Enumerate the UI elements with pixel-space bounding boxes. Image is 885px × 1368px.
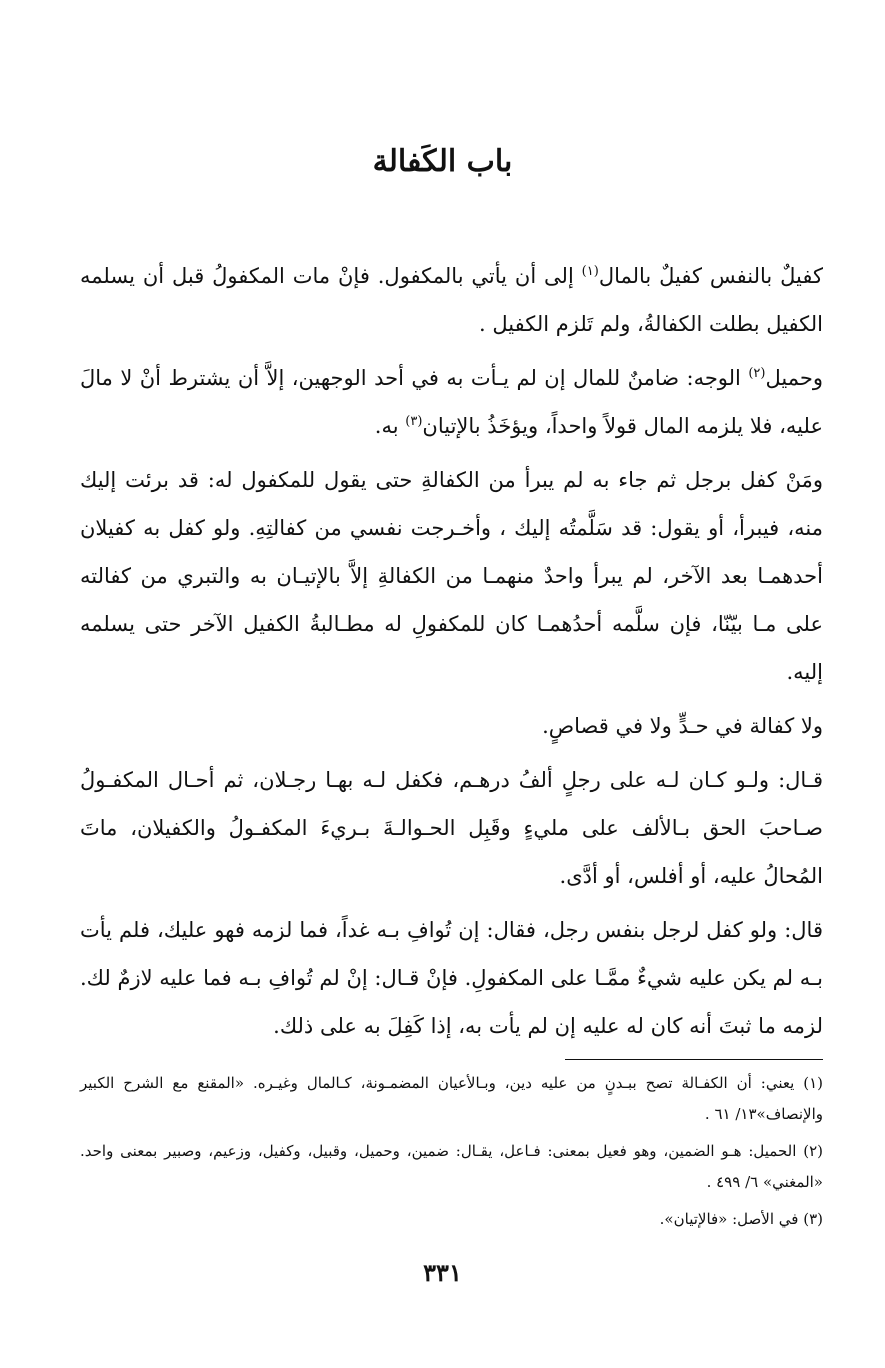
paragraph-4 [80,702,823,750]
page-number: ٣٣١ [423,1258,462,1287]
footnote-ref-1: (١) [581,264,599,279]
paragraph-1 [80,252,823,348]
paragraph-1-text-a: كفيلٌ بالنفس كفيلٌ بالمال [598,264,824,288]
footnotes [80,1068,823,1241]
paragraph-6 [80,906,823,1050]
paragraph-2-text-b: الوجه: ضامنٌ للمال إن لم يـأت به في أحد الوجهين، إلاَّ أن يشترط أنْ لا مالَ عليه، فلا يلزمه المال قولاً واحداً، ويؤخَذُ بالإتيان [80,366,823,438]
chapter-title: باب الكَفالة [372,144,513,179]
footnote-ref-2: (٢) [748,366,766,381]
paragraph-2-text-c: به. [374,414,406,438]
paragraph-4-text: ولا كفالة في حـدٍّ ولا في قصاصٍ. [542,714,823,738]
paragraph-2-text-a: وحميل [765,366,823,390]
main-text [80,252,823,1056]
footnote-separator [565,1059,823,1060]
paragraph-3-text: ومَنْ كفل برجل ثم جاء به لم يبرأ من الكفالةِ حتى يقول للمكفول له: قد برئت إليك منه، فيبرأ، أو يقول: قد سَلَّمتُه إليك ، وأخـرجت نفسي من كفالتِهِ. ولو كفل به كفيلان أحدهمـا بعد الآخر، لم يبرأ واحدٌ منهمـا من الكفالةِ إلاَّ بالإتيـان به والتبري من كفالته على مـا بيّنّا، فإن سلَّمه أحدُهمـا كان للمكفولِ له مطـالبةُ الكفيل الآخر حتى يسلمه إليه. [80,468,823,684]
paragraph-6-text: قال: ولو كفل لرجل بنفس رجل، فقال: إن تُوافِ بـه غداً، فما لزمه فهو عليك، فلم يأت بـه لم يكن عليه شيءٌ ممَّـا على المكفولِ. فإنْ قـال: إنْ لم تُوافِ بـه فما عليه لازمٌ لك. لزمه ما ثبتَ أنه كان له عليه إن لم يأت به، إذا كَفِلَ به على ذلك. [80,918,823,1038]
paragraph-1-text-b: إلى أن يأتي بالمكفول. فإنْ مات المكفولُ قبل أن يسلمه الكفيل بطلت الكفالةُ، ولم تَلزم الكفيل . [80,264,823,336]
paragraph-3 [80,456,823,696]
paragraph-5-text: قـال: ولـو كـان لـه على رجلٍ ألفُ درهـم، فكفل لـه بهـا رجـلان، ثم أحـال المكفـولُ صـاحبَ الحق بـالألف على مليءٍ وقَبِل الحـوالـةَ بـريءَ المكفـولُ والكفيلان، ماتَ المُحالُ عليه، أو أفلس، أو أدَّى. [80,768,823,888]
footnote-3: (٣) في الأصل: «فالإتيان». [659,1210,823,1228]
footnote-ref-3: (٣) [405,414,423,429]
footnote-1: (١) يعني: أن الكفـالة تصح ببـدنٍ من عليه دين، وبـالأعيان المضمـونة، كـالمال وغيـره. «المقنع مع الشرح الكبير والإنصاف»١٣/ ٦١ . [80,1074,823,1123]
paragraph-2 [80,354,823,450]
footnote-2: (٢) الحميل: هـو الضمين، وهو فعيل بمعنى: فـاعل، يقـال: ضمين، وحميل، وقبيل، وكفيل، وزعيم، وصبير بمعنى واحد. «المغني» ٦/ ٤٩٩ . [80,1142,823,1191]
paragraph-5 [80,756,823,900]
